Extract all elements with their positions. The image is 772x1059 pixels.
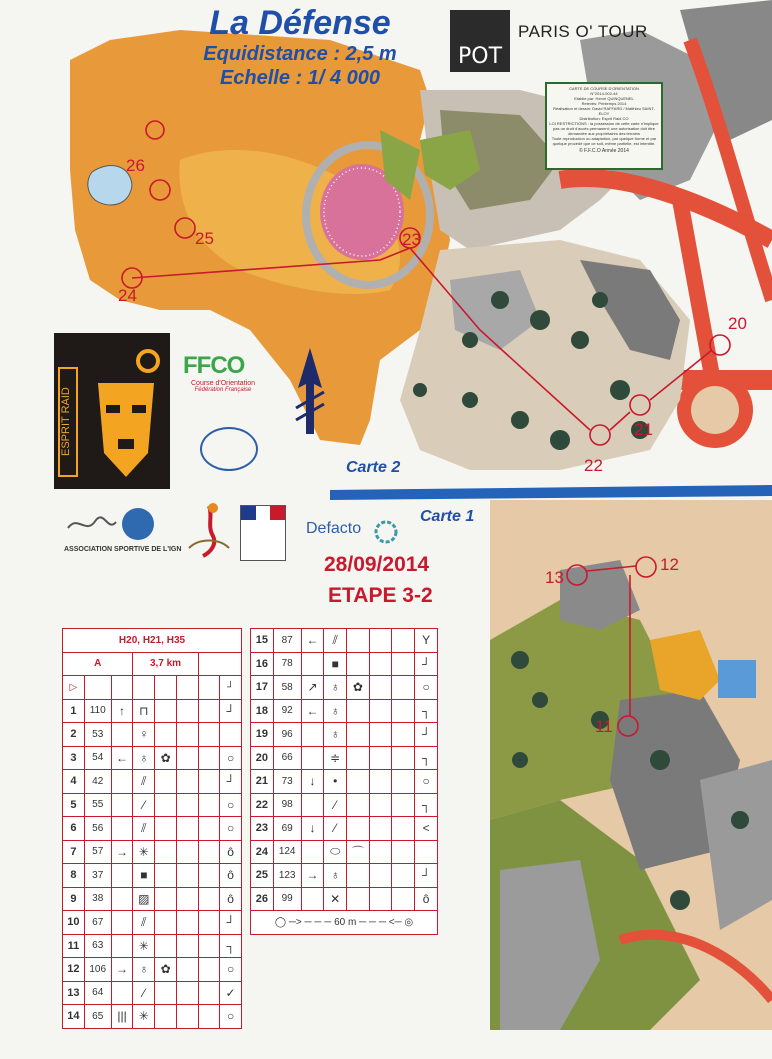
control-symbol: [111, 887, 133, 911]
control-symbol: [155, 770, 177, 794]
legal-line: Réalisation et dessin: David RAFFARD / Matthieu SAINT-ELOY: [553, 106, 655, 116]
control-symbol: ⁄: [133, 981, 155, 1005]
runner-logo: [183, 502, 237, 560]
control-order: 11: [63, 934, 85, 958]
legal-line: Etablie par: Hervé QUINQUENEL: [574, 96, 634, 101]
control-symbol: [369, 770, 392, 794]
control-symbol: ▨: [133, 887, 155, 911]
control-symbol: [155, 864, 177, 888]
legal-line: Toute reproduction ou adaptation, par quelque forme et par quelque procédé que ce soit, même partielle, est interdite.: [551, 136, 657, 146]
control-symbol: ┐: [415, 793, 438, 817]
ffco-subtitle: Course d'Orientation: [191, 380, 255, 387]
control-symbol: [347, 699, 370, 723]
control-symbol: [369, 629, 392, 653]
legal-info-box: [545, 82, 663, 170]
control-symbol: ♁: [133, 958, 155, 982]
map-title: La Défense: [209, 4, 391, 42]
ign-association-text: ASSOCIATION SPORTIVE DE L'IGN: [64, 546, 182, 553]
control-symbol: ○: [415, 770, 438, 794]
control-number: 21: [634, 420, 653, 439]
ffco-logo: [183, 352, 263, 412]
control-symbol: [198, 817, 220, 841]
control-description-row: [63, 1005, 242, 1029]
control-symbol: [347, 887, 370, 911]
control-symbol: ┘: [220, 770, 242, 794]
control-symbol: [198, 958, 220, 982]
control-symbol: ┘: [415, 652, 438, 676]
finish-route-row: [251, 911, 438, 935]
control-symbol: [177, 1005, 199, 1029]
control-number: 22: [584, 456, 603, 475]
control-symbol: ✕: [324, 887, 347, 911]
control-symbol: [177, 699, 199, 723]
control-symbol: [155, 887, 177, 911]
control-symbol: [347, 723, 370, 747]
control-symbol: [301, 746, 324, 770]
control-description-row: [251, 793, 438, 817]
control-symbol: [177, 911, 199, 935]
control-symbol: ←: [301, 629, 324, 653]
control-code: 56: [84, 817, 111, 841]
control-description-row: [63, 887, 242, 911]
control-symbol: [177, 887, 199, 911]
control-code: 58: [273, 676, 301, 700]
control-order: 5: [63, 793, 85, 817]
control-symbol: ↓: [301, 817, 324, 841]
ffco-logo-text: FFCO: [183, 352, 245, 379]
control-symbol: [369, 793, 392, 817]
control-symbol: [198, 911, 220, 935]
control-symbol: [177, 770, 199, 794]
control-symbol: [198, 793, 220, 817]
control-number: 11: [595, 717, 613, 736]
control-symbol: [177, 723, 199, 747]
control-number: 20: [728, 314, 747, 333]
legal-line: N°2014-002-44: [590, 91, 618, 96]
control-order: 23: [251, 817, 274, 841]
club-logo: [200, 427, 258, 471]
defacto-flower-icon: [374, 520, 398, 544]
control-description-row: [63, 793, 242, 817]
control-code: 78: [273, 652, 301, 676]
carte-2-label: Carte 2: [346, 459, 401, 476]
control-symbol: <: [415, 817, 438, 841]
control-symbol: [155, 793, 177, 817]
control-order: 26: [251, 887, 274, 911]
control-description-row: [63, 911, 242, 935]
control-symbol: [198, 981, 220, 1005]
control-code: 106: [84, 958, 111, 982]
control-symbol: [177, 934, 199, 958]
control-order: 15: [251, 629, 274, 653]
control-symbol: [111, 981, 133, 1005]
control-symbol: [111, 817, 133, 841]
control-code: 67: [84, 911, 111, 935]
control-symbol: ○: [220, 1005, 242, 1029]
control-symbol: [392, 652, 415, 676]
control-symbol: ✳: [133, 1005, 155, 1029]
control-symbol: [198, 699, 220, 723]
control-number: 24: [118, 286, 137, 305]
control-order: 17: [251, 676, 274, 700]
control-symbol: [111, 864, 133, 888]
control-symbol: ⬭: [324, 840, 347, 864]
control-description-table-right: [250, 628, 438, 935]
control-number: 13: [545, 568, 564, 587]
esprit-raid-text: ESPRIT RAID: [58, 367, 78, 477]
control-symbol: [155, 981, 177, 1005]
control-symbol: [392, 699, 415, 723]
control-order: 4: [63, 770, 85, 794]
event-stage: ETAPE 3-2: [328, 584, 433, 607]
control-symbol: ↓: [301, 770, 324, 794]
control-symbol: ♁: [324, 676, 347, 700]
legal-line: Distribution: Esprit Raid CO: [579, 116, 629, 121]
control-symbol: ♁: [324, 699, 347, 723]
control-order: 20: [251, 746, 274, 770]
control-symbol: ↗: [301, 676, 324, 700]
control-description-row: [251, 840, 438, 864]
control-symbol: ┐: [220, 934, 242, 958]
control-code: 92: [273, 699, 301, 723]
control-symbol: [392, 840, 415, 864]
ministry-logo: [240, 505, 286, 561]
control-symbol: [111, 934, 133, 958]
control-symbol: [177, 864, 199, 888]
control-order: 25: [251, 864, 274, 888]
map-title-block: [180, 4, 420, 90]
equidistance-label: Equidistance : 2,5 m: [203, 43, 397, 65]
mask-icon: [88, 343, 164, 483]
control-symbol: [392, 770, 415, 794]
control-symbol: [177, 981, 199, 1005]
control-symbol: ⫽: [133, 770, 155, 794]
control-code: 69: [273, 817, 301, 841]
control-symbol: ✳: [133, 934, 155, 958]
control-code: 57: [84, 840, 111, 864]
control-symbol: |||: [111, 1005, 133, 1029]
control-code: 96: [273, 723, 301, 747]
control-rows-right: [251, 629, 438, 911]
control-symbol: [177, 958, 199, 982]
ign-logo-icon: [64, 506, 164, 542]
control-symbol: [198, 770, 220, 794]
control-symbol: ✿: [155, 958, 177, 982]
control-symbol: [369, 723, 392, 747]
control-order: 24: [251, 840, 274, 864]
control-description-row: [63, 770, 242, 794]
control-description-row: [251, 817, 438, 841]
control-symbol: [347, 817, 370, 841]
control-symbol: ≑: [324, 746, 347, 770]
control-symbol: ô: [220, 864, 242, 888]
control-symbol: ○: [220, 793, 242, 817]
control-symbol: ⫽: [133, 911, 155, 935]
control-symbol: ⁄: [324, 793, 347, 817]
control-description-table-left: [62, 628, 242, 1029]
control-rows-left: [63, 699, 242, 1028]
control-symbol: ■: [324, 652, 347, 676]
ign-logo: [64, 506, 164, 546]
control-code: 110: [84, 699, 111, 723]
control-symbol: [111, 911, 133, 935]
control-symbol: ♁: [133, 746, 155, 770]
control-symbol: [369, 817, 392, 841]
control-order: 9: [63, 887, 85, 911]
control-symbol: [198, 1005, 220, 1029]
control-description-row: [251, 770, 438, 794]
control-symbol: [301, 887, 324, 911]
control-description-row: [63, 840, 242, 864]
control-symbol: [392, 887, 415, 911]
control-number: 25: [195, 229, 214, 248]
control-code: 64: [84, 981, 111, 1005]
control-number: 26: [126, 156, 145, 175]
control-order: 18: [251, 699, 274, 723]
control-order: 16: [251, 652, 274, 676]
control-symbol: [347, 864, 370, 888]
finish-double-circle-icon: ─ ─ ─ <─ ◎: [359, 916, 414, 928]
control-order: 1: [63, 699, 85, 723]
control-symbol: Y: [415, 629, 438, 653]
control-symbol: [155, 1005, 177, 1029]
control-symbol: ⁄: [133, 793, 155, 817]
control-symbol: [347, 746, 370, 770]
control-symbol: ↑: [111, 699, 133, 723]
event-date: 28/09/2014: [324, 553, 430, 576]
control-symbol: [347, 770, 370, 794]
control-symbol: [198, 864, 220, 888]
control-code: 73: [273, 770, 301, 794]
control-order: 10: [63, 911, 85, 935]
control-code: 87: [273, 629, 301, 653]
control-description-row: [63, 864, 242, 888]
control-symbol: [392, 629, 415, 653]
control-symbol: ♀: [133, 723, 155, 747]
control-symbol: [155, 723, 177, 747]
control-description-row: [251, 864, 438, 888]
control-symbol: →: [111, 958, 133, 982]
control-symbol: [177, 793, 199, 817]
control-symbol: ○: [220, 958, 242, 982]
control-number: 23: [402, 230, 421, 249]
control-symbol: [392, 746, 415, 770]
control-symbol: ┘: [415, 723, 438, 747]
control-symbol: [198, 746, 220, 770]
control-description-row: [63, 958, 242, 982]
control-order: 13: [63, 981, 85, 1005]
control-symbol: [198, 840, 220, 864]
control-code: 99: [273, 887, 301, 911]
control-description-row: [63, 723, 242, 747]
control-description-row: [251, 676, 438, 700]
control-symbol: [198, 934, 220, 958]
control-symbol: [177, 840, 199, 864]
control-symbol: [415, 840, 438, 864]
control-description-row: [251, 652, 438, 676]
control-order: 21: [251, 770, 274, 794]
north-arrow-icon: [290, 348, 330, 438]
control-symbol: [369, 887, 392, 911]
legal-line: LOI RESTRICTIONS : la possession de cette carte n'implique pas un droit d'accès permanent; une autorisation doit être demandée aux propriétaires des terrains: [549, 121, 659, 136]
course-length: 3,7 km: [133, 652, 198, 676]
control-symbol: ✿: [155, 746, 177, 770]
control-symbol: [347, 652, 370, 676]
control-order: 12: [63, 958, 85, 982]
control-description-row: [251, 887, 438, 911]
control-symbol: [155, 934, 177, 958]
control-code: 42: [84, 770, 111, 794]
finish-distance: 60 m: [334, 916, 357, 928]
control-description-row: [63, 934, 242, 958]
control-code: 66: [273, 746, 301, 770]
control-symbol: ┘: [415, 864, 438, 888]
control-symbol: ■: [133, 864, 155, 888]
control-code: 65: [84, 1005, 111, 1029]
legal-footer: © F.F.C.O Année 2014: [579, 148, 629, 154]
control-symbol: ┘: [220, 911, 242, 935]
control-symbol: →: [301, 864, 324, 888]
control-symbol: ô: [415, 887, 438, 911]
control-symbol: →: [111, 840, 133, 864]
control-symbol: ⌒: [347, 840, 370, 864]
control-symbol: [369, 676, 392, 700]
control-symbol: ○: [415, 676, 438, 700]
control-symbol: ┘: [220, 699, 242, 723]
control-code: 98: [273, 793, 301, 817]
french-flag: [241, 506, 285, 520]
control-description-row: [251, 723, 438, 747]
control-symbol: [369, 746, 392, 770]
control-symbol: [392, 723, 415, 747]
control-symbol: [111, 723, 133, 747]
control-symbol: ○: [220, 746, 242, 770]
control-symbol: ô: [220, 840, 242, 864]
control-order: 19: [251, 723, 274, 747]
control-symbol: [198, 723, 220, 747]
legal-line: Relevés: Printemps 2014: [581, 101, 627, 106]
control-symbol: ✿: [347, 676, 370, 700]
control-symbol: ⫽: [133, 817, 155, 841]
control-description-row: [63, 981, 242, 1005]
course-letter: A: [63, 652, 133, 676]
control-symbol: ┐: [415, 746, 438, 770]
control-number: 12: [660, 555, 679, 574]
control-symbol: [369, 864, 392, 888]
course-categories: H20, H21, H35: [63, 629, 242, 653]
control-symbol: [155, 817, 177, 841]
start-feature-icon: ┘: [220, 676, 242, 700]
control-symbol: [111, 793, 133, 817]
control-symbol: ♁: [324, 723, 347, 747]
scale-label: Echelle : 1/ 4 000: [219, 67, 381, 89]
control-symbol: [392, 793, 415, 817]
control-symbol: ←: [301, 699, 324, 723]
control-symbol: ✓: [220, 981, 242, 1005]
control-description-row: [63, 699, 242, 723]
control-symbol: [220, 723, 242, 747]
control-symbol: [301, 652, 324, 676]
control-symbol: [111, 770, 133, 794]
control-symbol: [177, 817, 199, 841]
control-description-row: [251, 629, 438, 653]
control-order: 2: [63, 723, 85, 747]
control-symbol: [155, 699, 177, 723]
control-description-row: [63, 817, 242, 841]
control-symbol: ♁: [324, 864, 347, 888]
defacto-logo: Defacto: [306, 520, 362, 537]
control-symbol: ✳: [133, 840, 155, 864]
control-symbol: [198, 887, 220, 911]
esprit-raid-logo: [54, 333, 170, 489]
control-symbol: [177, 746, 199, 770]
control-description-row: [251, 699, 438, 723]
finish-circle-icon: ◯ ─> ─ ─ ─: [274, 916, 335, 928]
organizer-name: PARIS O' TOUR: [518, 22, 648, 41]
control-code: 123: [273, 864, 301, 888]
control-order: 14: [63, 1005, 85, 1029]
control-symbol: [301, 723, 324, 747]
control-symbol: [347, 629, 370, 653]
carte-1-label: Carte 1: [420, 508, 475, 525]
control-code: 54: [84, 746, 111, 770]
control-symbol: [369, 652, 392, 676]
pot-logo-text: POT: [457, 44, 503, 69]
control-order: 6: [63, 817, 85, 841]
control-order: 3: [63, 746, 85, 770]
control-code: 124: [273, 840, 301, 864]
control-symbol: [369, 699, 392, 723]
control-symbol: ⊓: [133, 699, 155, 723]
control-symbol: ⁄: [324, 817, 347, 841]
control-code: 38: [84, 887, 111, 911]
control-code: 53: [84, 723, 111, 747]
control-code: 63: [84, 934, 111, 958]
control-symbol: [392, 676, 415, 700]
control-order: 8: [63, 864, 85, 888]
start-triangle-icon: ▷: [63, 676, 85, 700]
control-symbol: [347, 793, 370, 817]
control-symbol: •: [324, 770, 347, 794]
control-description-row: [63, 746, 242, 770]
control-symbol: [392, 864, 415, 888]
control-code: 37: [84, 864, 111, 888]
control-symbol: [392, 817, 415, 841]
control-symbol: ┐: [415, 699, 438, 723]
control-symbol: [301, 793, 324, 817]
control-symbol: [155, 840, 177, 864]
control-symbol: ←: [111, 746, 133, 770]
control-order: 7: [63, 840, 85, 864]
ffco-subtitle-2: Fédération Française: [194, 387, 252, 393]
control-symbol: [155, 911, 177, 935]
control-symbol: ô: [220, 887, 242, 911]
control-code: 55: [84, 793, 111, 817]
control-symbol: [369, 840, 392, 864]
control-description-row: [251, 746, 438, 770]
control-symbol: ⫽: [324, 629, 347, 653]
legal-line: CARTE DE COURSE D'ORIENTATION: [569, 86, 639, 91]
control-symbol: [301, 840, 324, 864]
control-order: 22: [251, 793, 274, 817]
pot-logo: [450, 10, 510, 72]
control-symbol: ○: [220, 817, 242, 841]
